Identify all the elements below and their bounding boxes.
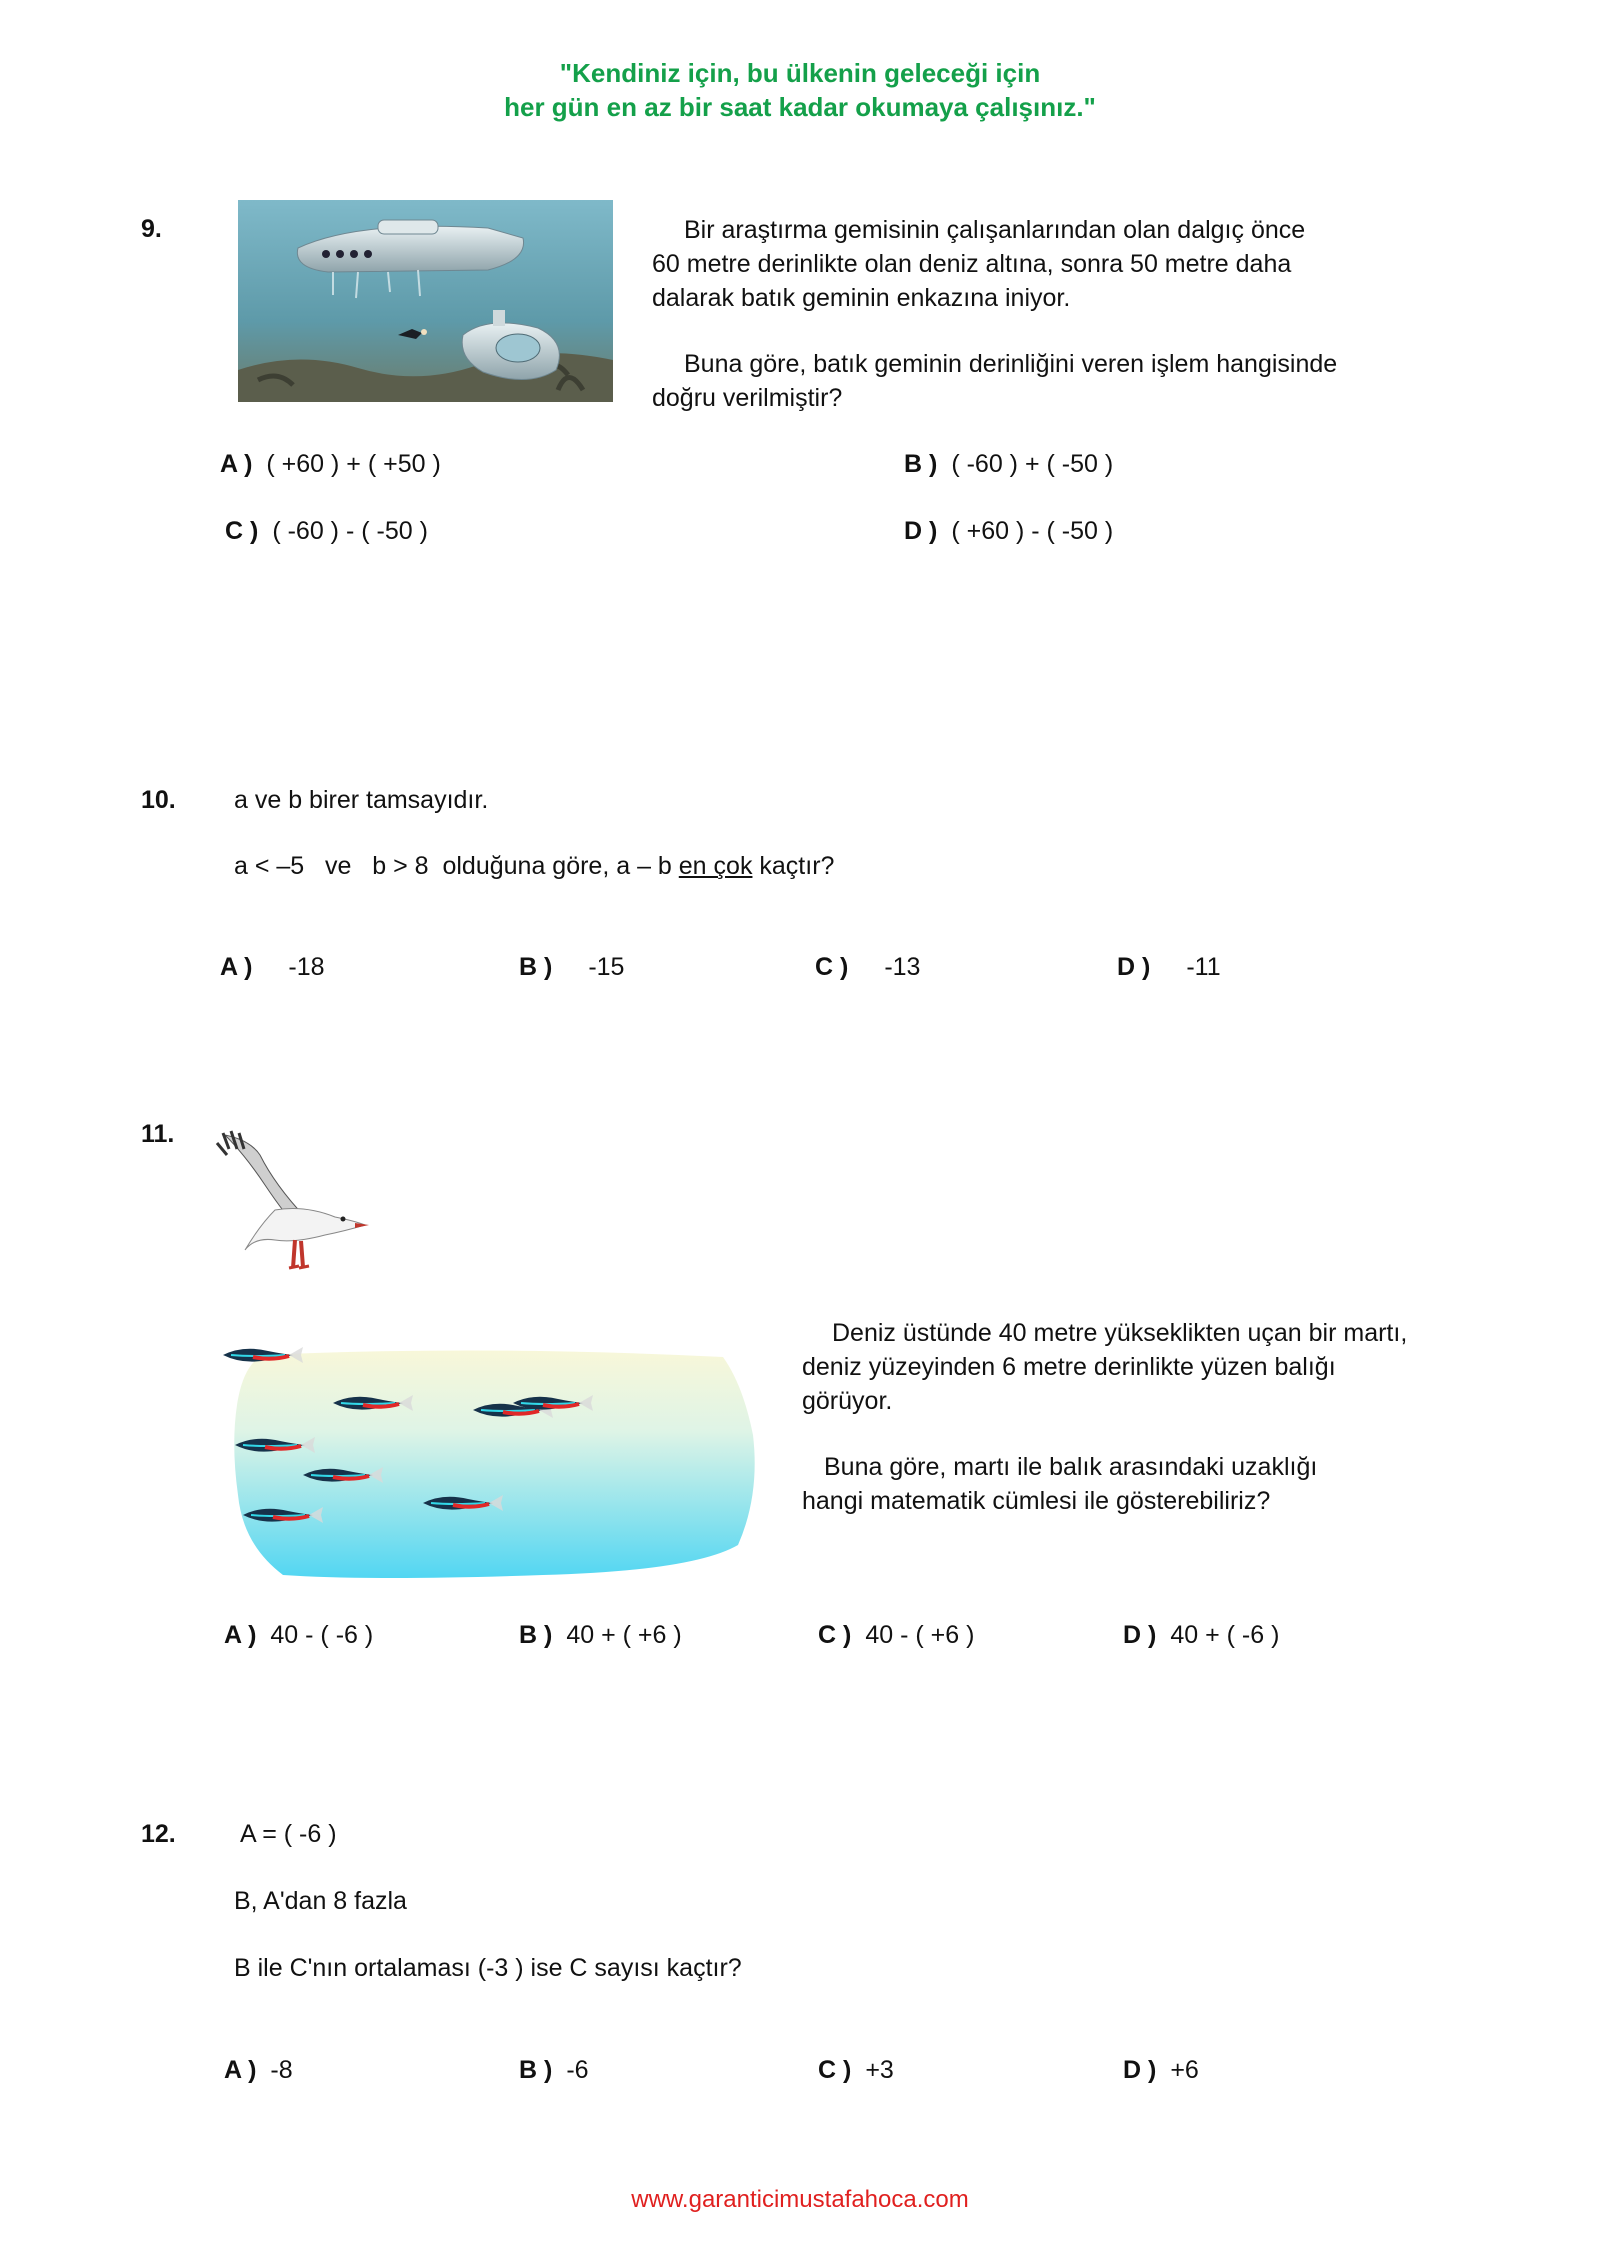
question-10-number: 10.	[141, 786, 176, 814]
question-11-text-line-4: Buna göre, martı ile balık arasındaki uzaklığı	[824, 1453, 1318, 1481]
q11-option-b-value: 40 + ( +6 )	[566, 1621, 682, 1649]
q12-option-c[interactable]	[818, 2056, 894, 2085]
q12-option-c-value: +3	[865, 2056, 894, 2084]
q12-option-d-label: D )	[1123, 2056, 1157, 2084]
question-11-number: 11.	[141, 1120, 175, 1148]
question-11-text-line-1: Deniz üstünde 40 metre yükseklikten uçan bir martı,	[832, 1319, 1408, 1347]
question-9-text	[652, 213, 1412, 415]
q11-option-a[interactable]	[224, 1621, 373, 1650]
q11-option-c[interactable]	[818, 1621, 974, 1650]
q12-option-a-label: A )	[224, 2056, 257, 2084]
q9-option-a-label: A )	[220, 450, 253, 478]
q11-option-d-value: 40 + ( -6 )	[1170, 1621, 1280, 1649]
q11-option-a-value: 40 - ( -6 )	[270, 1621, 374, 1649]
q9-option-d[interactable]	[904, 517, 1113, 546]
question-12-number: 12.	[141, 1820, 176, 1848]
question-11-text-line-5: hangi matematik cümlesi ile gösterebiliriz?	[802, 1487, 1271, 1515]
q10-option-a-value: -18	[288, 953, 325, 981]
question-11-text-line-3: görüyor.	[802, 1387, 893, 1415]
q12-option-a-value: -8	[270, 2056, 293, 2084]
q10-option-b[interactable]	[519, 953, 624, 982]
q12-option-d-value: +6	[1170, 2056, 1199, 2084]
q12-option-b-label: B )	[519, 2056, 553, 2084]
q12-option-c-label: C )	[818, 2056, 852, 2084]
q9-option-c-value: ( -60 ) - ( -50 )	[272, 517, 428, 545]
q10-option-d-label: D )	[1117, 953, 1151, 981]
q11-option-d[interactable]	[1123, 1621, 1279, 1650]
question-9-text-line-4: Buna göre, batık geminin derinliğini veren işlem hangisinde	[684, 350, 1338, 378]
q11-option-d-label: D )	[1123, 1621, 1157, 1649]
q12-option-b-value: -6	[566, 2056, 589, 2084]
q10-option-d-value: -11	[1186, 953, 1221, 981]
question-9-number: 9.	[141, 215, 162, 243]
q9-option-b-value: ( -60 ) + ( -50 )	[951, 450, 1114, 478]
question-10-line-2-start: a < –5 ve b > 8 olduğuna göre, a – b	[234, 852, 679, 880]
q10-option-c-label: C )	[815, 953, 849, 981]
q9-option-c-label: C )	[225, 517, 259, 545]
seagull-image	[205, 1125, 370, 1295]
q12-option-d[interactable]	[1123, 2056, 1199, 2085]
q11-option-b-label: B )	[519, 1621, 553, 1649]
question-10-emphasis: en çok	[678, 852, 753, 880]
q10-option-a[interactable]	[220, 953, 325, 982]
sea-fish-image	[223, 1345, 760, 1581]
question-9-text-line-2: 60 metre derinlikte olan deniz altına, sonra 50 metre daha	[652, 250, 1292, 278]
q11-option-b[interactable]	[519, 1621, 682, 1650]
question-9-text-line-3: dalarak batık geminin enkazına iniyor.	[652, 284, 1071, 312]
q12-option-a[interactable]	[224, 2056, 293, 2085]
question-12-line-3: B ile C'nın ortalaması (-3 ) ise C sayısı kaçtır?	[234, 1954, 742, 1982]
q9-option-b[interactable]	[904, 450, 1113, 479]
submarine-image	[238, 200, 613, 402]
footer-website-link[interactable]: www.garanticimustafahoca.com	[631, 2186, 969, 2213]
q9-option-a[interactable]	[220, 450, 441, 479]
q10-option-b-label: B )	[519, 953, 553, 981]
q12-option-b[interactable]	[519, 2056, 589, 2085]
question-9-text-line-5: doğru verilmiştir?	[652, 384, 843, 412]
question-10-line-2	[234, 849, 834, 883]
question-10-line-1: a ve b birer tamsayıdır.	[234, 786, 489, 814]
q9-option-d-value: ( +60 ) - ( -50 )	[951, 517, 1114, 545]
q9-option-d-label: D )	[904, 517, 938, 545]
q11-option-c-label: C )	[818, 1621, 852, 1649]
q10-option-c-value: -13	[884, 953, 921, 981]
motto-line-1: "Kendiniz için, bu ülkenin geleceği için	[559, 58, 1041, 88]
question-12-line-2: B, A'dan 8 fazla	[234, 1887, 407, 1915]
q10-option-b-value: -15	[588, 953, 625, 981]
q10-option-c[interactable]	[815, 953, 920, 982]
question-9-text-line-1: Bir araştırma gemisinin çalışanlarından olan dalgıç önce	[684, 216, 1306, 244]
motto-line-2: her gün en az bir saat kadar okumaya çalışınız."	[504, 92, 1096, 122]
q9-option-c[interactable]	[225, 517, 428, 546]
q10-option-d[interactable]	[1117, 953, 1221, 982]
q9-option-a-value: ( +60 ) + ( +50 )	[266, 450, 441, 478]
question-11-text	[802, 1316, 1502, 1518]
motto-header	[0, 56, 1600, 124]
question-10-line-2-end: kaçtır?	[752, 852, 835, 880]
q9-option-b-label: B )	[904, 450, 938, 478]
q10-option-a-label: A )	[220, 953, 253, 981]
q11-option-a-label: A )	[224, 1621, 257, 1649]
q11-option-c-value: 40 - ( +6 )	[865, 1621, 975, 1649]
question-12-line-1: A = ( -6 )	[240, 1820, 337, 1848]
question-11-text-line-2: deniz yüzeyinden 6 metre derinlikte yüzen balığı	[802, 1353, 1336, 1381]
